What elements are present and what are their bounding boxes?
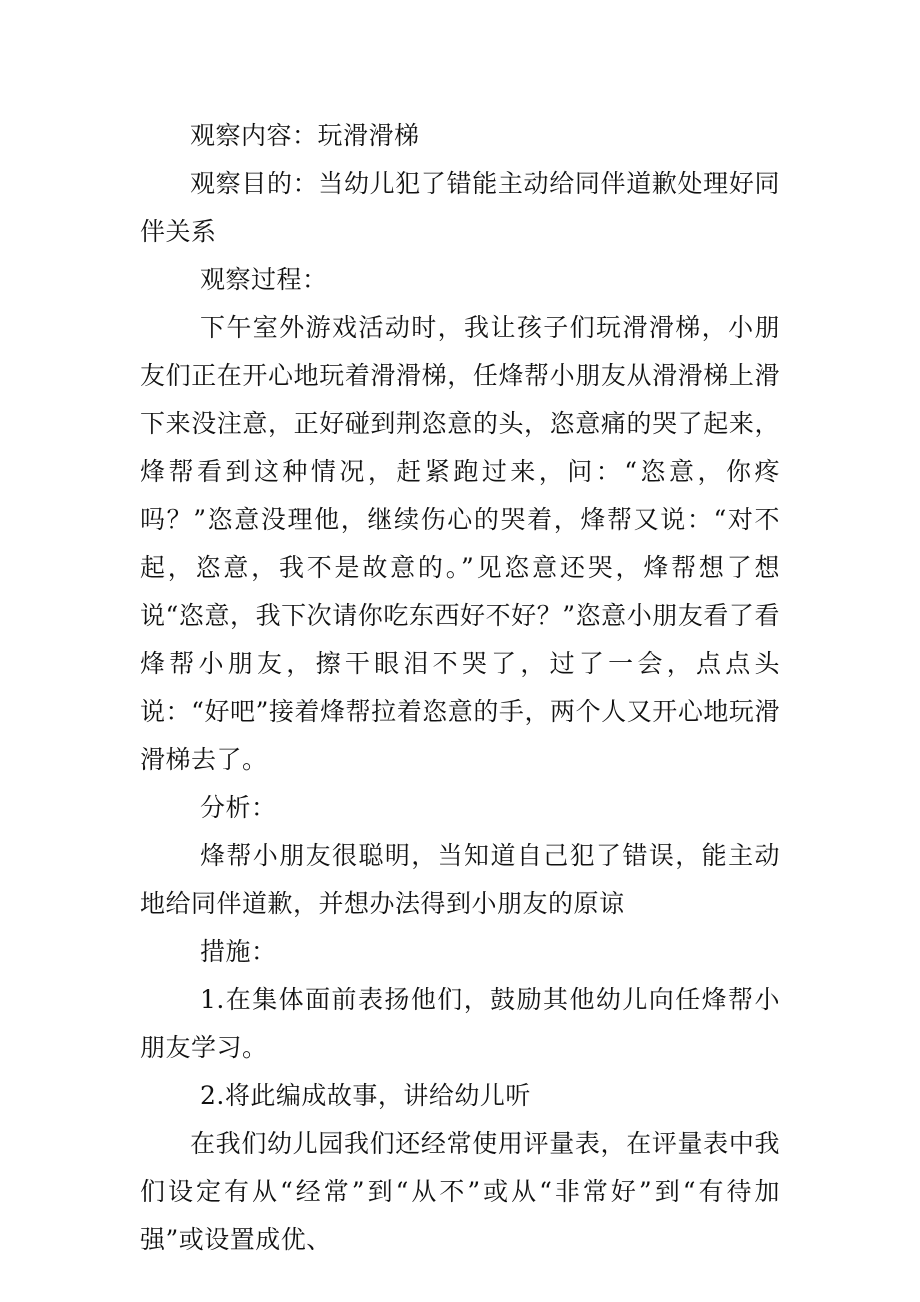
paragraph-observation-content: 观察内容：玩滑滑梯	[190, 121, 420, 150]
paragraph-measure-1: 1.在集体面前表扬他们，鼓励其他幼儿向任烽帮小朋友学习。	[140, 985, 780, 1062]
paragraph-observation-process: 下午室外游戏活动时，我让孩子们玩滑滑梯，小朋友们正在开心地玩着滑滑梯，任烽帮小朋友从滑滑梯上滑下来没注意，正好碰到荆恣意的头，恣意痛的哭了起来，烽帮看到这种情况，赶紧跑过来，问：“恣意，你疼吗？”恣意没理他，继续伤心的哭着，烽帮又说：“对不起，恣意，我不是故意的。”见恣意还哭，烽帮想了想说“恣意，我下次请你吃东西好不好？”恣意小朋友看了看烽帮小朋友，擦干眼泪不哭了，过了一会，点点头说：“好吧”接着烽帮拉着恣意的手，两个人又开心地玩滑滑梯去了。	[140, 313, 780, 774]
paragraph-measures-heading: 措施：	[200, 937, 277, 966]
paragraph-observation-process-heading: 观察过程：	[200, 265, 328, 294]
paragraph-observation-purpose: 观察目的：当幼儿犯了错能主动给同伴道歉处理好同伴关系	[140, 169, 780, 246]
paragraph-evaluation-scale: 在我们幼儿园我们还经常使用评量表，在评量表中我们设定有从“经常”到“从不”或从“非常好”到“有待加强”或设置成优、	[140, 1129, 780, 1254]
document-body	[140, 112, 780, 1264]
paragraph-analysis-heading: 分析：	[200, 793, 277, 822]
paragraph-measure-2: 2.将此编成故事，讲给幼儿听	[200, 1081, 531, 1110]
paragraph-analysis: 烽帮小朋友很聪明，当知道自己犯了错误，能主动地给同伴道歉，并想办法得到小朋友的原谅	[140, 841, 780, 918]
